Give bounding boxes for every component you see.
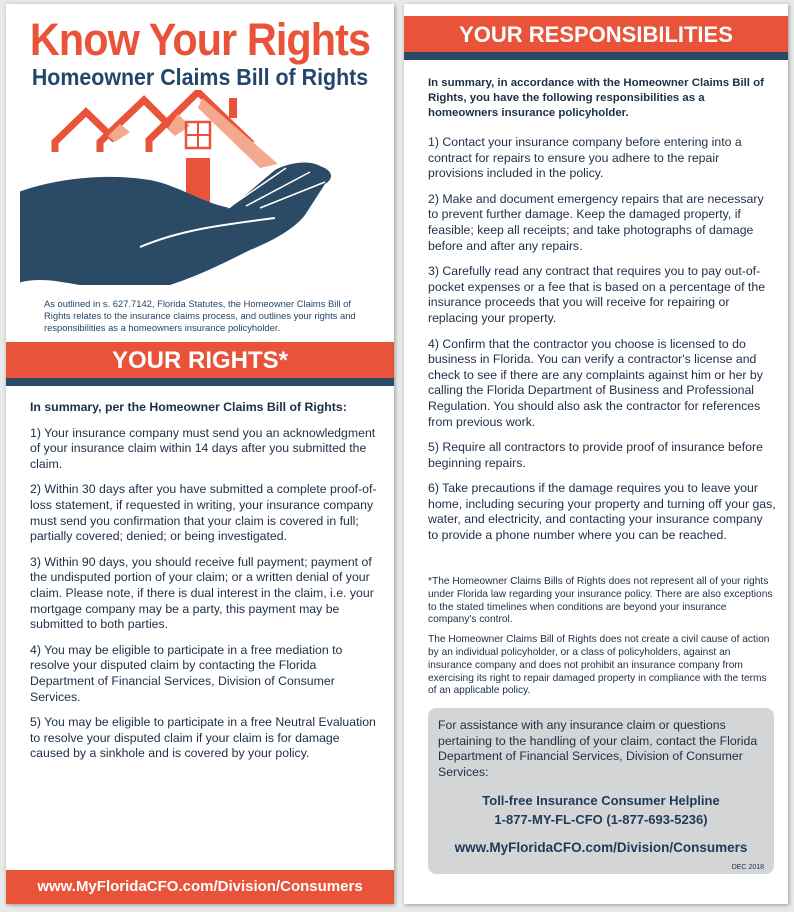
list-item: 6) Take precautions if the damage requires you to leave your home, including securing your property and turning off your gas, water, and electricity, and contacting your insurance company to provide a phone number where you can be reached.	[428, 481, 776, 543]
consumers-url-link[interactable]: www.MyFloridaCFO.com/Division/Consumers	[454, 840, 748, 856]
page-title: Know Your Rights	[29, 14, 371, 65]
list-item: 2) Make and document emergency repairs that are necessary to prevent further damage. Keep the damaged property, if feasible; keep all receipts; and take photographs of damage before and after any repairs.	[428, 191, 764, 253]
left-panel	[6, 4, 394, 904]
list-item: 3) Within 90 days, you should receive full payment; payment of the undisputed portion of your claim; or a written denial of your claim. Please note, if there is dual interest in the claim, i.e. your mortgage company may be a party, this payment may be submitted to both parties.	[30, 554, 374, 632]
list-item: 5) You may be eligible to participate in a free Neutral Evaluation to resolve your disputed claim if your claim is for damage caused by a sinkhole and is covered by your policy.	[30, 715, 376, 761]
list-item: 1) Your insurance company must send you an acknowledgment of your insurance claim within 14 days after you submitted the claim.	[30, 425, 376, 471]
footer-url-link[interactable]: www.MyFloridaCFO.com/Division/Consumers	[6, 870, 394, 904]
assistance-box	[428, 708, 774, 874]
rights-list	[30, 400, 380, 772]
rights-lead: In summary, per the Homeowner Claims Bill of Rights:	[30, 400, 347, 414]
your-responsibilities-banner: YOUR RESPONSIBILITIES	[404, 16, 788, 60]
list-item: 4) Confirm that the contractor you choose is licensed to do business in Florida. You can verify a contractor's license and check to see if there are any complaints against him or her by calling the Florida Department of Business and Professional Regulation. You should also ask the contractor for references from previous work.	[428, 336, 763, 429]
right-panel	[404, 4, 788, 904]
your-rights-banner: YOUR RIGHTS*	[6, 342, 394, 386]
helpline-label: Toll-free Insurance Consumer Helpline	[482, 793, 720, 809]
edition-date: DEC 2018	[731, 863, 764, 871]
list-item: 3) Carefully read any contract that requires you to pay out-of-pocket expenses or a fee that is based on a percentage of the insurance proceeds that you will receive for repairing or replacing your property.	[428, 264, 766, 325]
footnotes	[428, 576, 774, 705]
list-item: 5) Require all contractors to provide proof of insurance before beginning repairs.	[428, 440, 763, 470]
footnote: The Homeowner Claims Bill of Rights does not create a civil cause of action by an individual policyholder, or a class of policyholders, against an insurance company and does not prohibit an insurance company from exercising its right to repair damaged property in compliance with the terms of an applicable policy.	[428, 634, 770, 697]
responsibilities-list	[428, 76, 776, 554]
footnote: *The Homeowner Claims Bills of Rights does not represent all of your rights under Florida law regarding your insurance policy. There are also exceptions to the stated timelines when conditions are beyond your insurance company's control.	[428, 576, 773, 626]
helpline-phone[interactable]: 1-877-MY-FL-CFO (1-877-693-5236)	[494, 812, 708, 828]
intro-text: As outlined in s. 627.7142, Florida Statutes, the Homeowner Claims Bill of Rights relates to the insurance claims process, and outlines your rights and responsibilities as a homeowners insurance policyholder.	[44, 298, 356, 333]
list-item: 1) Contact your insurance company before entering into a contract for repairs to ensure you adhere to the repair provisions included in the policy.	[428, 135, 742, 181]
hand-holding-houses-icon	[20, 90, 380, 290]
assistance-text: For assistance with any insurance claim or questions pertaining to the handling of your claim, contact the Florida Department of Financial Services, Division of Consumer Services:	[438, 718, 758, 779]
list-item: 2) Within 30 days after you have submitted a complete proof-of-loss statement, if requested in writing, your insurance company must send you confirmation that your claim is covered in full; partially covered; denied; or being investigated.	[30, 482, 377, 544]
list-item: 4) You may be eligible to participate in a free mediation to resolve your disputed claim by contacting the Florida Department of Financial Services, Division of Consumer Services.	[30, 642, 343, 704]
page-subtitle: Homeowner Claims Bill of Rights	[31, 64, 369, 90]
responsibilities-lead: In summary, in accordance with the Homeowner Claims Bill of Rights, you have the following responsibilities as a homeowners insurance policyholder.	[428, 77, 764, 119]
